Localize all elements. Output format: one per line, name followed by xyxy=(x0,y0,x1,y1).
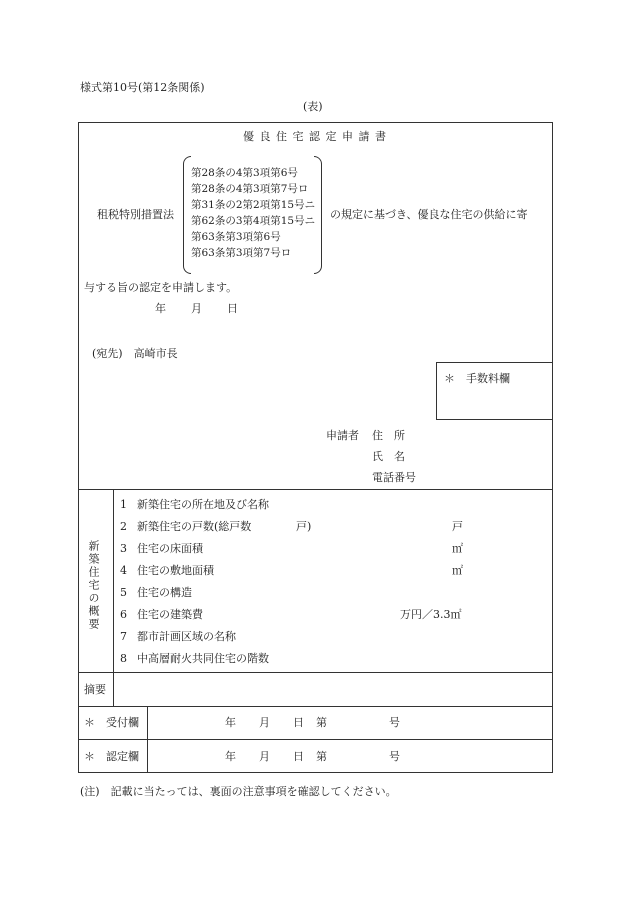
provision-item: 第63条第3項第6号 xyxy=(191,231,281,243)
overview-item-no: 2 xyxy=(120,520,127,533)
provision-item: 第63条第3項第7号ロ xyxy=(191,247,292,259)
receipt-go: 号 xyxy=(389,716,400,729)
approval-label: ＊ 認定欄 xyxy=(84,750,139,763)
statement-tail: の規定に基づき、優良な住宅の供給に寄 xyxy=(330,208,528,221)
address-label: 住 所 xyxy=(372,429,405,442)
approval-year: 年 xyxy=(225,750,236,763)
overview-item-label: 中高層耐火共同住宅の階数 xyxy=(137,652,269,665)
footnote: (注) 記載に当たっては、裏面の注意事項を確認してください。 xyxy=(80,785,397,798)
fee-label: ＊ 手数料欄 xyxy=(444,372,510,385)
overview-item-label: 住宅の構造 xyxy=(137,586,192,599)
overview-item-label: 住宅の敷地面積 xyxy=(137,564,214,577)
divider xyxy=(78,706,553,707)
overview-item-unit: ㎡ xyxy=(452,564,463,577)
overview-item-label: 新築住宅の所在地及び名称 xyxy=(137,498,269,511)
approval-go: 号 xyxy=(389,750,400,763)
right-bracket xyxy=(314,156,322,274)
form-number: 様式第10号(第12条関係) xyxy=(80,81,205,94)
overview-item-mid: 戸) xyxy=(296,520,312,533)
name-label: 氏 名 xyxy=(372,450,405,463)
date-year: 年 xyxy=(155,302,166,315)
overview-item-label: 住宅の床面積 xyxy=(137,542,203,555)
remarks-label: 摘要 xyxy=(84,683,106,696)
overview-item-no: 4 xyxy=(120,564,127,577)
provision-item: 第28条の4第3項第6号 xyxy=(191,167,298,179)
divider xyxy=(78,672,553,673)
statement-cont: 与する旨の認定を申請します。 xyxy=(84,281,238,294)
overview-item-unit: 万円／3.3㎡ xyxy=(400,608,462,621)
left-bracket xyxy=(183,156,191,274)
receipt-label: ＊ 受付欄 xyxy=(84,716,139,729)
overview-item-no: 1 xyxy=(120,498,127,511)
receipt-dai: 第 xyxy=(316,716,327,729)
receipt-year: 年 xyxy=(225,716,236,729)
overview-item-no: 6 xyxy=(120,608,127,621)
overview-item-no: 5 xyxy=(120,586,127,599)
receipt-day: 日 xyxy=(293,716,304,729)
date-day: 日 xyxy=(227,302,238,315)
date-month: 月 xyxy=(191,302,202,315)
provision-item: 第28条の4第3項第7号ロ xyxy=(191,183,309,195)
receipt-month: 月 xyxy=(259,716,270,729)
overview-item-no: 3 xyxy=(120,542,127,555)
overview-heading: 新築住宅の概要 xyxy=(87,540,100,631)
approval-day: 日 xyxy=(293,750,304,763)
divider xyxy=(113,489,114,706)
divider xyxy=(78,739,553,740)
approval-month: 月 xyxy=(259,750,270,763)
overview-item-label: 都市計画区域の名称 xyxy=(137,630,236,643)
provision-item: 第62条の3第4項第15号ニ xyxy=(191,215,316,227)
overview-item-no: 8 xyxy=(120,652,127,665)
addressee: (宛先) 高崎市長 xyxy=(92,347,178,360)
phone-label: 電話番号 xyxy=(372,471,416,484)
law-name: 租税特別措置法 xyxy=(97,208,174,221)
overview-item-unit: 戸 xyxy=(452,520,463,533)
form-title: 優 良 住 宅 認 定 申 請 書 xyxy=(243,130,387,143)
approval-dai: 第 xyxy=(316,750,327,763)
provision-item: 第31条の2第2項第15号ニ xyxy=(191,199,316,211)
fee-box xyxy=(436,362,553,420)
divider xyxy=(78,489,553,490)
applicant-label: 申請者 xyxy=(326,429,359,442)
overview-item-label: 住宅の建築費 xyxy=(137,608,203,621)
overview-item-no: 7 xyxy=(120,630,127,643)
overview-item-unit: ㎡ xyxy=(452,542,463,555)
side-label: (表) xyxy=(303,100,323,113)
overview-item-label: 新築住宅の戸数(総戸数 xyxy=(137,520,252,533)
